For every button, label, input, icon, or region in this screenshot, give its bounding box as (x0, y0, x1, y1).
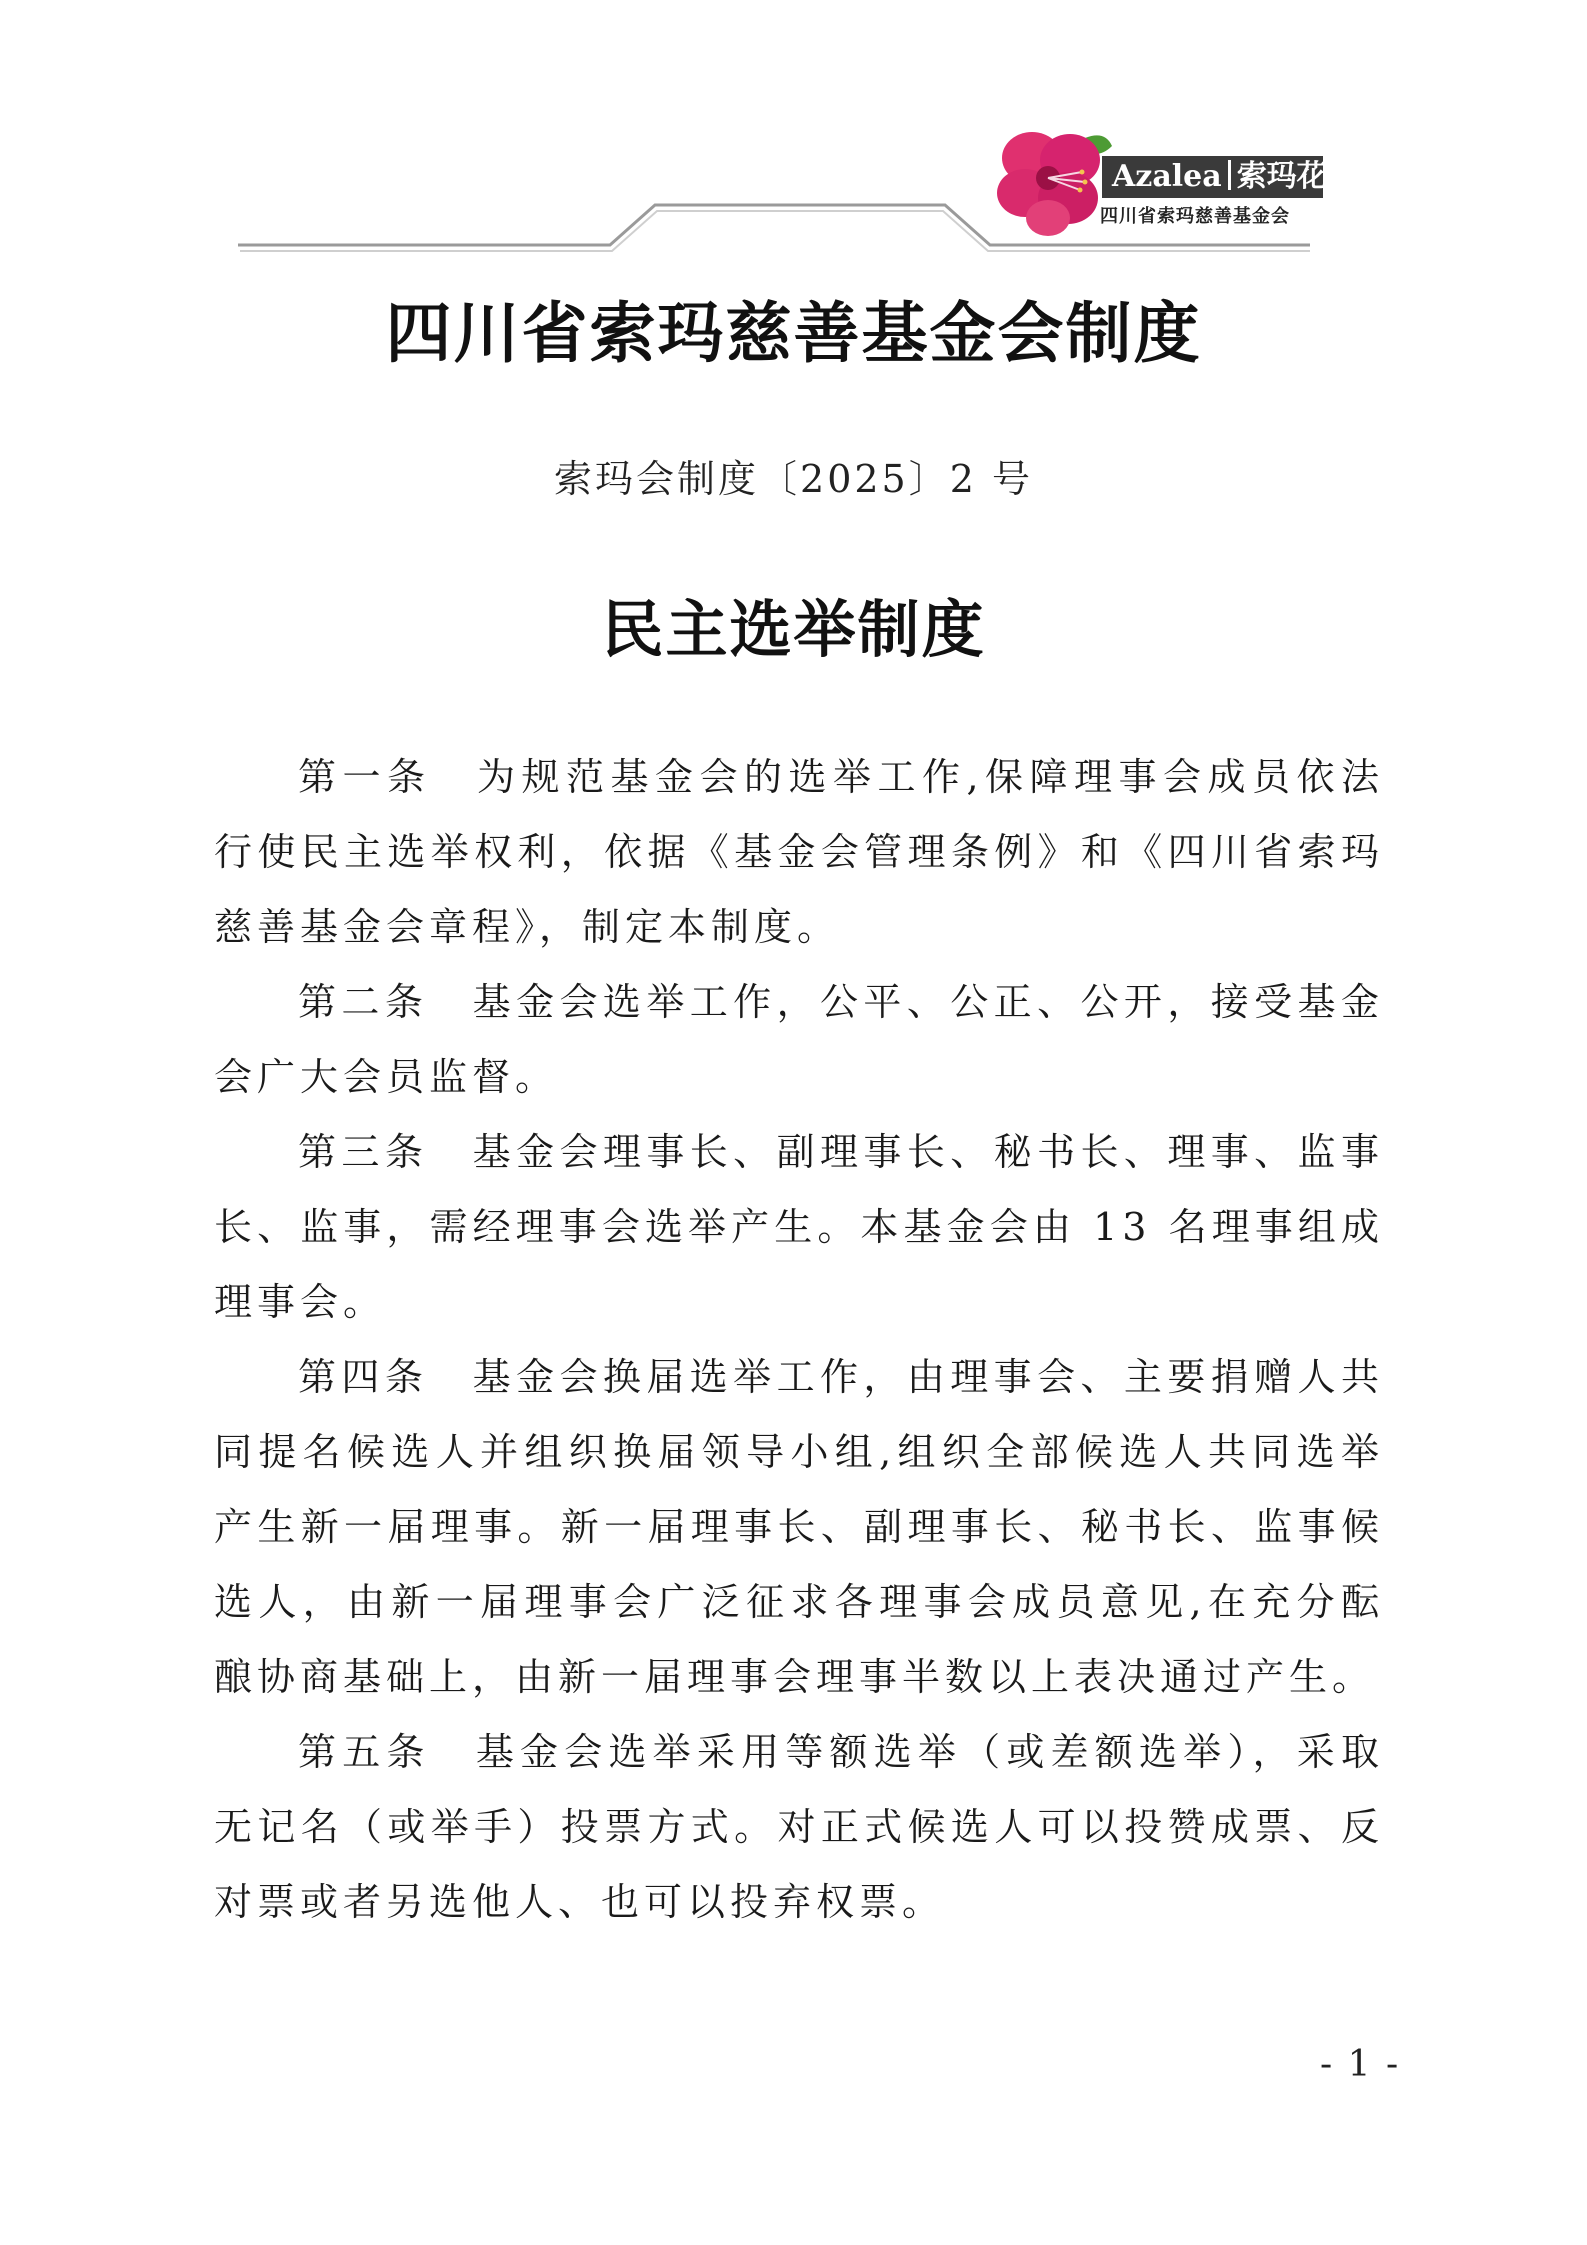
article-text: 基金会换届选举工作，由理事会、主要捐赠人共同提名候选人并组织换届领导小组,组织全部候选人共同选举产生新一届理事。新一届理事长、副理事长、秘书长、监事候选人，由新一届理事会广泛征求各理事会成员意见,在充分酝酿协商基础上，由新一届理事会理事半数以上表决通过产生。 (214, 1355, 1384, 1699)
logo-brand-cn: 索玛花 (1236, 159, 1327, 194)
document-number: 索玛会制度〔2025〕2 号 (554, 457, 1033, 501)
logo-separator (1228, 160, 1231, 190)
article-label: 第五条 (298, 1730, 431, 1774)
header-divider (0, 0, 1587, 260)
foundation-logo (990, 118, 1335, 243)
article-label: 第一条 (298, 755, 432, 799)
document-subtitle: 民主选举制度 (601, 593, 986, 666)
article-3 (214, 1115, 1384, 1340)
article-text: 基金会理事长、副理事长、秘书长、理事、监事长、监事，需经理事会选举产生。本基金会由 13 名理事组成理事会。 (214, 1130, 1384, 1324)
article-4 (214, 1340, 1384, 1715)
article-label: 第二条 (298, 980, 429, 1024)
page-number: - 1 - (1320, 2044, 1401, 2085)
article-text: 基金会选举工作，公平、公正、公开，接受基金会广大会员监督。 (214, 980, 1384, 1099)
article-label: 第三条 (298, 1130, 429, 1174)
azalea-flower-icon (990, 118, 1115, 243)
logo-org-name: 四川省索玛慈善基金会 (1100, 206, 1290, 227)
document-body (214, 740, 1384, 1940)
article-label: 第四条 (298, 1355, 429, 1399)
article-1 (214, 740, 1384, 965)
article-5 (214, 1715, 1384, 1940)
document-title: 四川省索玛慈善基金会制度 (385, 295, 1202, 372)
article-text: 为规范基金会的选举工作,保障理事会成员依法行使民主选举权利，依据《基金会管理条例》和《四川省索玛慈善基金会章程》，制定本制度。 (214, 755, 1384, 949)
logo-brand (1102, 156, 1327, 198)
article-2 (214, 965, 1384, 1115)
logo-brand-en: Azalea (1112, 159, 1222, 194)
article-text: 基金会选举采用等额选举（或差额选举），采取无记名（或举手）投票方式。对正式候选人可以投赞成票、反对票或者另选他人、也可以投弃权票。 (214, 1730, 1384, 1924)
